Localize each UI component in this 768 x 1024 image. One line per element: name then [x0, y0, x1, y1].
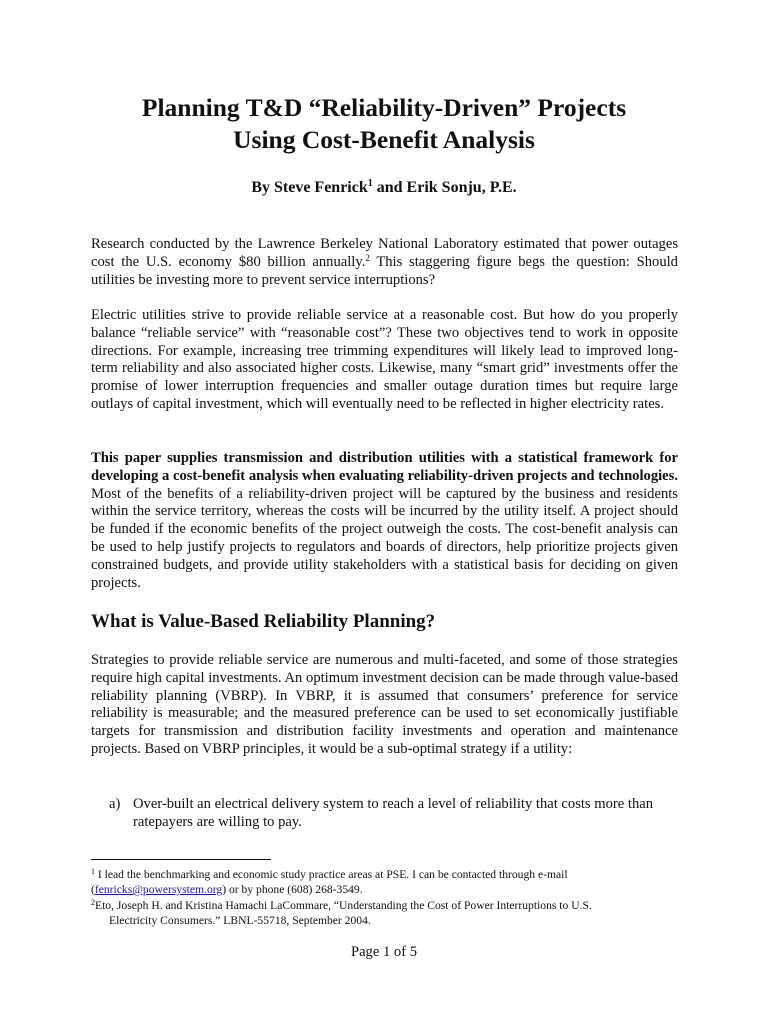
- footnote-ref-2[interactable]: 2: [365, 252, 370, 263]
- document-title: [60, 92, 708, 156]
- intro-p1-rest: This staggering figure begs the question: Should utilities be investing more to prevent service interruptions?: [91, 253, 678, 288]
- list-item-text: Over-built an electrical delivery system to reach a level of reliability that costs more than ratepayers are willing to pay.: [133, 796, 654, 830]
- section-heading: What is Value-Based Reliability Planning?: [91, 611, 436, 632]
- byline-suffix: and Erik Sonju, P.E.: [372, 179, 517, 196]
- section-paragraph-1: Strategies to provide reliable service are numerous and multi-faceted, and some of those strategies require high capital investments. An optimum investment decision can be made through value-based reliability planning (VBRP). In VBRP, it is assumed that consumers’ preference for service reliability is measurable; and the measured preference can be used to set economically justifiable targets for transmission and distribution facility investments and operation and maintenance projects. Based on VBRP principles, it would be a sub-optimal strategy if a utility:: [91, 652, 678, 757]
- byline-prefix: By Steve Fenrick: [251, 179, 368, 196]
- intro-p1-text: Research conducted by the Lawrence Berkeley National Laboratory estimated that power outages cost the U.S. economy $80 billion annually.: [91, 236, 678, 270]
- title-line-2: Using Cost-Benefit Analysis: [233, 125, 535, 154]
- list-item: [109, 795, 678, 831]
- intro-paragraph-1: [91, 236, 678, 289]
- footnote-2-continuation: Electricity Consumers.” LBNL-55718, September 2004.: [109, 914, 371, 927]
- footnote-1-tail: ) or by phone (608) 268-3549.: [222, 883, 363, 896]
- author-byline: [60, 178, 708, 198]
- intro-paragraph-2: Electric utilities strive to provide reliable service at a reasonable cost. But how do you properly balance “reliable service” with “reasonable cost”? These two objectives tend to work in opposite directions. For example, increasing tree trimming expenditures will likely lead to improved long-term reliability and also associated higher costs. Likewise, many “smart grid” investments offer the promise of lower interruption frequencies and smaller outage duration times but require large outlays of capital investment, which will eventually need to be reflected in higher electricity rates.: [91, 307, 678, 412]
- footnote-1-text: I lead the benchmarking and economic study practice areas at PSE. I can be contacted through e-mail (: [91, 868, 568, 896]
- footnote-1: [91, 867, 678, 897]
- intro-p3-rest: Most of the benefits of a reliability-driven project will be captured by the business and residents within the service territory, whereas the costs will be incurred by the utility itself. A project should be funded if the economic benefits of the project outweigh the costs. The cost-benefit analysis can be used to help justify projects to regulators and boards of directors, help prioritize projects given constrained budgets, and provide utility stakeholders with a statistical basis for deciding on given projects.: [91, 485, 678, 591]
- email-link[interactable]: fenricks@powersystem.org: [94, 883, 223, 896]
- page-number: Page 1 of 5: [350, 944, 418, 960]
- footnote-2-number: 2: [91, 898, 95, 907]
- footnote-2-text: Eto, Joseph H. and Kristina Hamachi LaCommare, “Understanding the Cost of Power Interruptions to U.S.: [95, 899, 592, 912]
- footnote-ref-1[interactable]: 1: [367, 178, 373, 189]
- footnote-divider: [91, 859, 271, 860]
- intro-paragraph-3: [91, 450, 678, 592]
- intro-p3-bold: This paper supplies transmission and distribution utilities with a statistical framework for developing a cost-benefit analysis when evaluating reliability-driven projects and technologies.: [91, 450, 678, 484]
- footnote-1-number: 1: [91, 867, 95, 876]
- footnote-2: [91, 898, 678, 928]
- title-line-1: Planning T&D “Reliability-Driven” Projects: [141, 93, 627, 122]
- list-marker: a): [109, 796, 121, 812]
